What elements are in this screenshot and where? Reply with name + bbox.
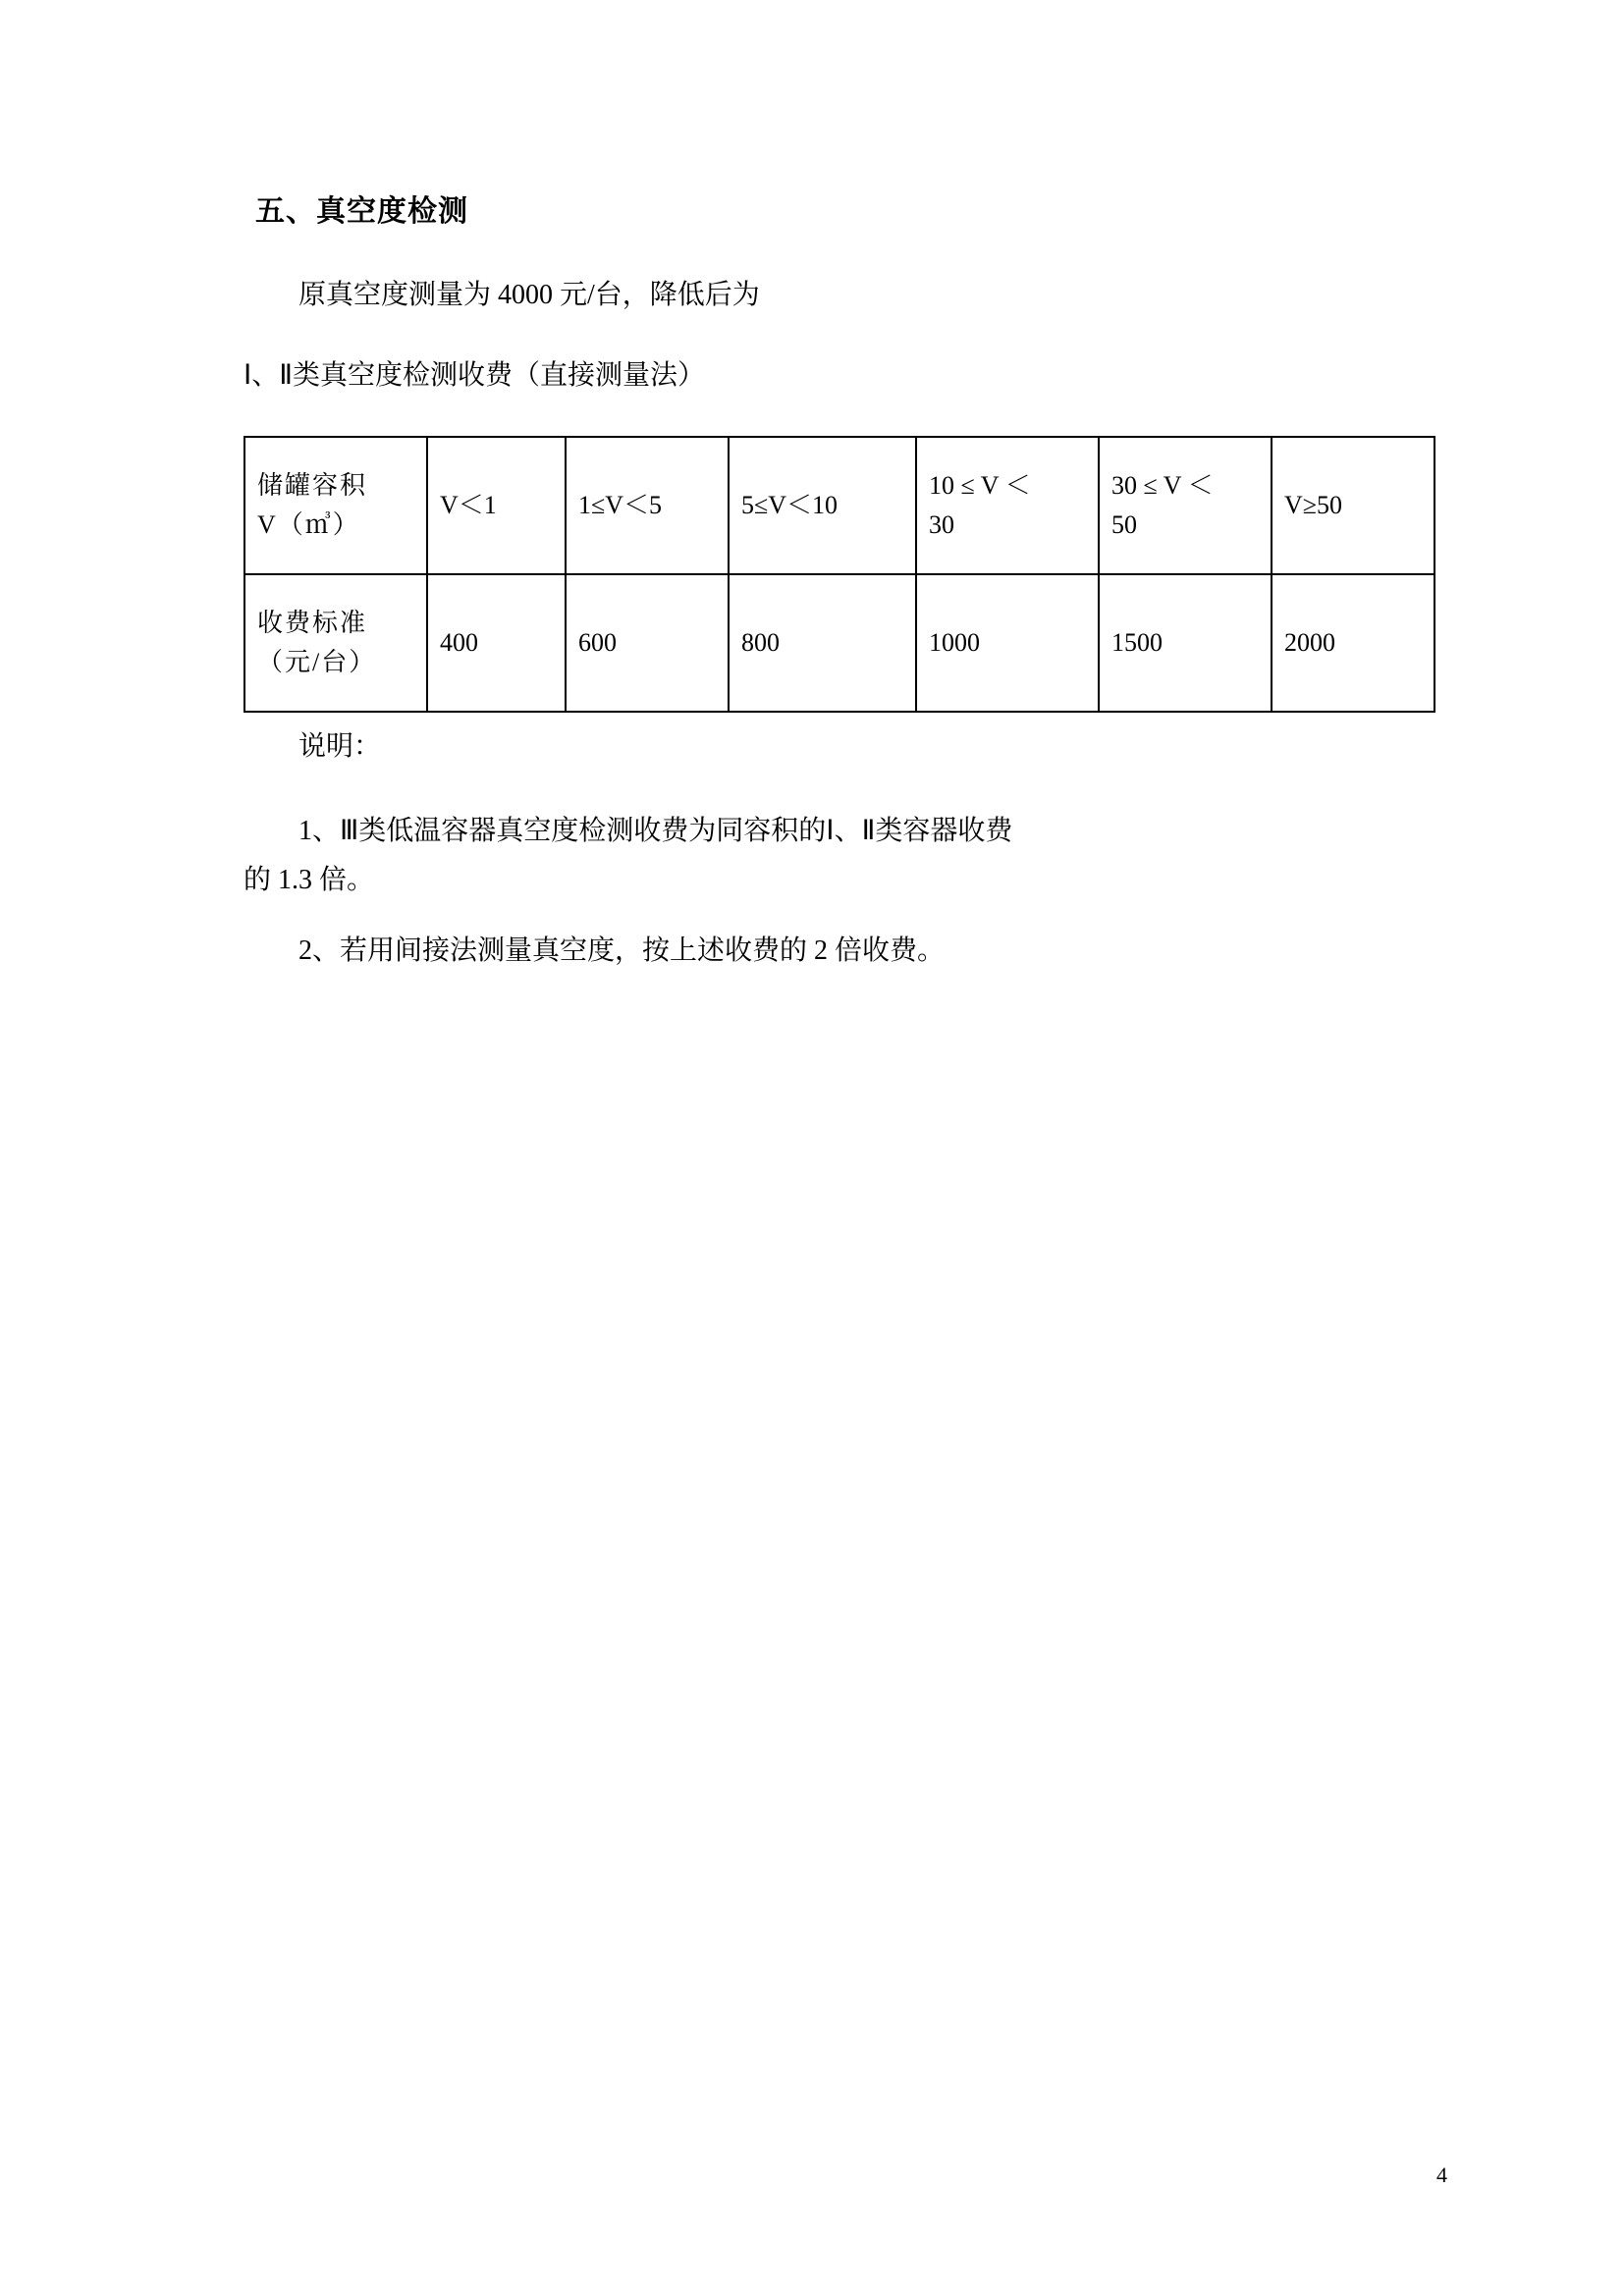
- note-1-line1: 1、Ⅲ类低温容器真空度检测收费为同容积的Ⅰ、Ⅱ类容器收费: [298, 816, 1013, 846]
- section-heading: 五、真空度检测: [255, 194, 468, 229]
- table-cell-fee-2: 600: [566, 574, 729, 712]
- page-number: 4: [1436, 2163, 1447, 2187]
- table-cell-range-2: 1≤V＜5: [566, 437, 729, 574]
- note-2-line1: 2、若用间接法测量真空度，按上述收费的 2 倍收费。: [298, 934, 946, 966]
- note-item: [244, 927, 1382, 976]
- note-item: [244, 807, 1382, 905]
- table-cell-fee-1: 400: [427, 574, 566, 712]
- table-cell-range-4: 10 ≤ V ＜ 30: [916, 437, 1099, 574]
- fee-label-line1: 收费标准: [257, 608, 368, 637]
- table-caption: Ⅰ、Ⅱ类真空度检测收费（直接测量法）: [244, 360, 706, 391]
- table-row-header-fee: [244, 574, 427, 712]
- notes-list: [244, 807, 1382, 975]
- table-row: [244, 574, 1435, 712]
- note-1-line2: 的 1.3 倍。: [244, 864, 375, 895]
- table-cell-fee-6: 2000: [1272, 574, 1435, 712]
- fee-label-line2: （元/台）: [257, 648, 377, 676]
- fee-table: [244, 436, 1435, 713]
- table-cell-range-5: 30 ≤ V ＜ 50: [1099, 437, 1272, 574]
- table-cell-range-6: V≥50: [1272, 437, 1435, 574]
- fee-table-wrapper: [244, 436, 1382, 713]
- table-row: [244, 437, 1435, 574]
- notes-label: 说明：: [298, 731, 382, 762]
- intro-paragraph: 原真空度测量为 4000 元/台，降低后为: [298, 280, 760, 310]
- table-cell-fee-5: 1500: [1099, 574, 1272, 712]
- volume-label-line1: 储罐容积: [257, 470, 368, 500]
- table-row-header-volume: [244, 437, 427, 574]
- volume-label-line2: V（㎥）: [257, 510, 360, 539]
- table-cell-range-1: V＜1: [427, 437, 566, 574]
- table-cell-fee-3: 800: [729, 574, 916, 712]
- document-body: [244, 187, 1382, 996]
- table-cell-range-3: 5≤V＜10: [729, 437, 916, 574]
- table-cell-fee-4: 1000: [916, 574, 1099, 712]
